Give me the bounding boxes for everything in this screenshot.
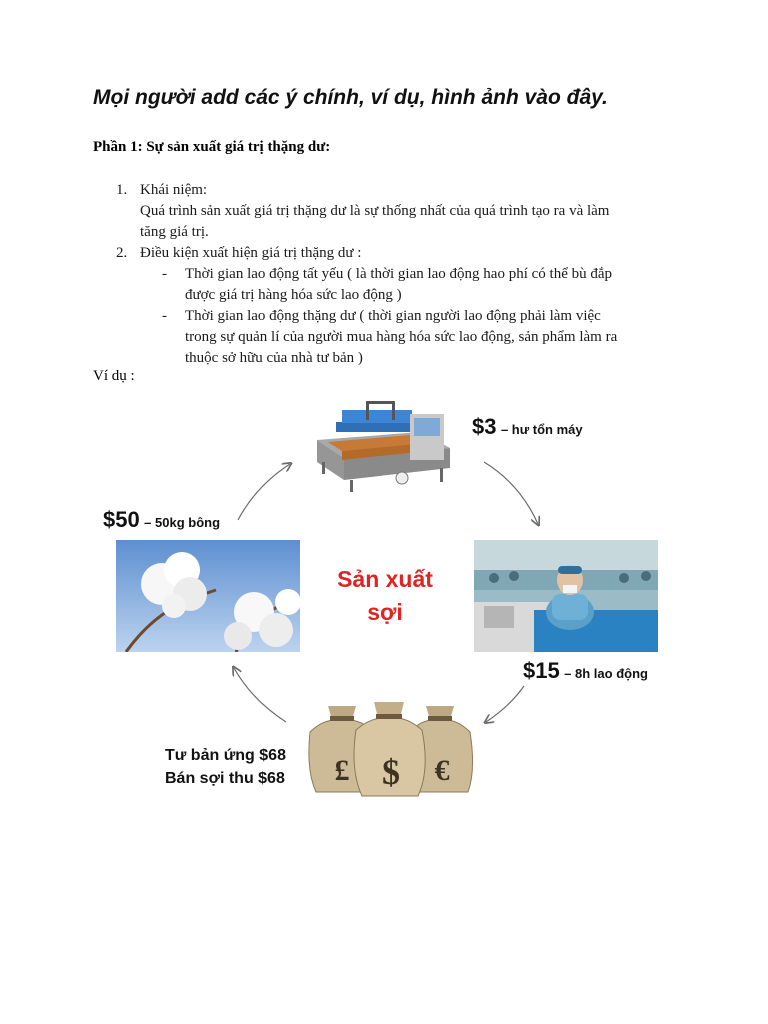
cotton-cost-amount: $50 xyxy=(103,507,140,532)
arrow-worker-to-money xyxy=(486,686,524,722)
sub-item-2-line-3: thuộc sở hữu của nhà tư bản ) xyxy=(185,350,363,366)
capital-line-1: Tư bản ứng $68 xyxy=(165,747,286,764)
document-heading: Mọi người add các ý chính, ví dụ, hình ảnh vào đây. xyxy=(93,86,608,109)
capital-line-2: Bán sợi thu $68 xyxy=(165,770,285,787)
item-1-label: Khái niệm: xyxy=(140,182,208,198)
labor-cost-amount: $15 xyxy=(523,658,560,683)
item-2-number: 2. xyxy=(116,245,128,261)
arrow-machine-to-worker xyxy=(484,462,538,524)
labor-cost-desc: – 8h lao động xyxy=(564,666,648,681)
arrow-cotton-to-machine xyxy=(238,464,290,520)
example-label: Ví dụ : xyxy=(93,368,135,384)
sub-item-1-dash: - xyxy=(162,266,167,282)
item-1-line-2: tăng giá trị. xyxy=(140,224,209,240)
center-title-line-1: Sản xuất xyxy=(337,566,433,592)
center-title-line-2: sợi xyxy=(367,599,403,625)
cotton-cost-desc: – 50kg bông xyxy=(144,515,221,530)
machine-cost-desc: – hư tổn máy xyxy=(500,422,583,437)
section-title: Phần 1: Sự sản xuất giá trị thặng dư: xyxy=(93,139,331,155)
item-2-label: Điều kiện xuất hiện giá trị thặng dư : xyxy=(140,245,362,261)
euro-symbol: € xyxy=(434,754,450,787)
sub-item-2-line-1: Thời gian lao động thặng dư ( thời gian người lao động phải làm việc xyxy=(185,308,601,324)
item-1-number: 1. xyxy=(116,182,128,198)
item-1-line-1: Quá trình sản xuất giá trị thặng dư là sự thống nhất của quá trình tạo ra và làm xyxy=(140,203,610,219)
pound-symbol: £ xyxy=(334,754,350,787)
sub-item-2-line-2: trong sự quản lí của người mua hàng hóa sức lao động, sản phẩm làm ra xyxy=(185,329,618,345)
arrow-money-to-cotton xyxy=(234,668,286,722)
machine-cost-amount: $3 xyxy=(472,414,497,439)
dollar-symbol: $ xyxy=(382,752,400,792)
sub-item-2-dash: - xyxy=(162,308,167,324)
sub-item-1-line-2: được giá trị hàng hóa sức lao động ) xyxy=(185,287,402,303)
sub-item-1-line-1: Thời gian lao động tất yếu ( là thời gian lao động hao phí có thể bù đắp xyxy=(185,266,613,282)
